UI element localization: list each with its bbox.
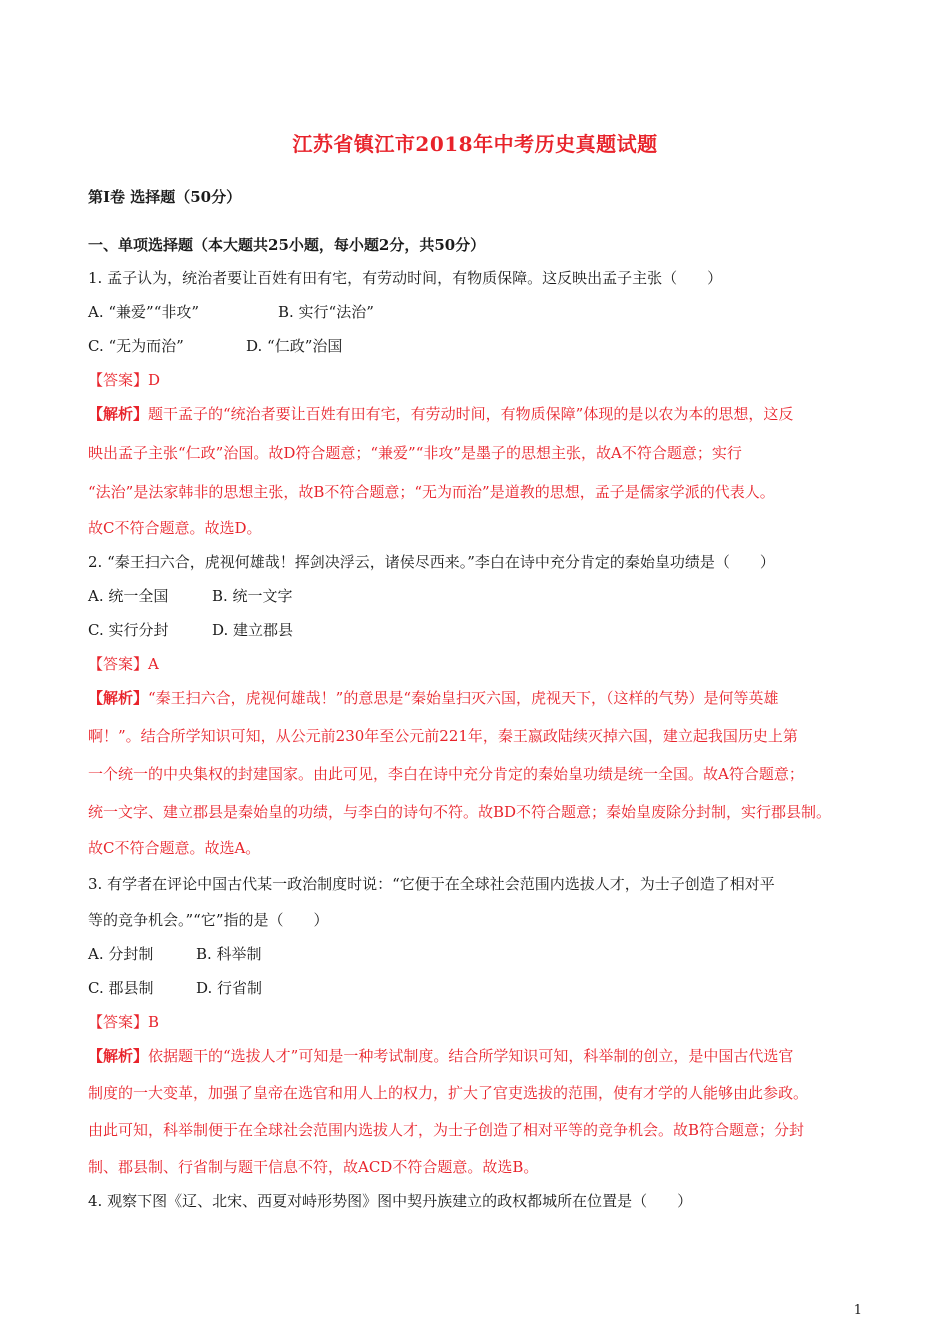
question-1-answer	[88, 370, 160, 390]
question-2-options-row-1	[88, 586, 293, 606]
question-2-stem: 2. “秦王扫六合，虎视何雄哉！挥剑决浮云，诸侯尽西来。”李白在诗中充分肯定的秦始皇功绩是（ ）	[88, 553, 775, 571]
question-1-analysis-line	[88, 404, 793, 424]
analysis-label: 【解析】	[88, 405, 149, 423]
question-2-analysis-line: 一个统一的中央集权的封建国家。由此可见，李白在诗中充分肯定的秦始皇功绩是统一全国。故A符合题意；	[88, 765, 804, 783]
part-heading: 第Ⅰ卷 选择题（50分）	[88, 188, 242, 206]
question-2-options-row-2	[88, 620, 293, 640]
question-1-options-row-2	[88, 336, 342, 356]
question-3-stem: 等的竞争机会。”“它”指的是（ ）	[88, 911, 329, 929]
question-2-answer	[88, 654, 159, 674]
question-3-analysis-line: 由此可知，科举制便于在全球社会范围内选拔人才，为士子创造了相对平等的竞争机会。故B符合题意；分封	[88, 1121, 805, 1139]
question-3-options-row-2	[88, 978, 262, 998]
option-c: C. “无为而治”	[88, 337, 184, 355]
answer-label: 【答案】	[88, 655, 149, 673]
question-3-options-row-1	[88, 944, 262, 964]
option-c: C. 实行分封	[88, 621, 169, 639]
analysis-text: 题干孟子的“统治者要让百姓有田有宅，有劳动时间，有物质保障”体现的是以农为本的思想，这反	[148, 405, 794, 423]
option-d: D. “仁政”治国	[246, 337, 343, 355]
question-2-analysis-line	[88, 688, 779, 708]
question-1-stem: 1. 孟子认为，统治者要让百姓有田有宅，有劳动时间，有物质保障。这反映出孟子主张（ ）	[88, 269, 723, 287]
question-3-analysis-line: 制度的一大变革，加强了皇帝在选官和用人上的权力，扩大了官吏选拔的范围，使有才学的人能够由此参政。	[88, 1084, 809, 1102]
answer-value: D	[148, 371, 161, 389]
answer-label: 【答案】	[88, 1013, 149, 1031]
analysis-text: “秦王扫六合，虎视何雄哉！”的意思是“秦始皇扫灭六国，虎视天下，（这样的气势）是何等英雄	[148, 689, 779, 707]
analysis-label: 【解析】	[88, 689, 149, 707]
option-a: A. “兼爱”“非攻”	[88, 303, 200, 321]
answer-label: 【答案】	[88, 371, 149, 389]
question-1-analysis-line: 故C不符合题意。故选D。	[88, 519, 262, 537]
question-3-stem: 3. 有学者在评论中国古代某一政治制度时说：“它便于在全球社会范围内选拔人才，为士子创造了相对平	[88, 875, 775, 893]
option-a: A. 分封制	[88, 945, 154, 963]
question-1-analysis-line: 映出孟子主张“仁政”治国。故D符合题意；“兼爱”“非攻”是墨子的思想主张，故A不符合题意；实行	[88, 444, 742, 462]
question-3-analysis-line	[88, 1046, 793, 1066]
analysis-text: 依据题干的“选拔人才”可知是一种考试制度。结合所学知识可知，科举制的创立，是中国古代选官	[148, 1047, 794, 1065]
analysis-label: 【解析】	[88, 1047, 149, 1065]
option-d: D. 行省制	[196, 979, 263, 997]
option-b: B. 统一文字	[212, 587, 293, 605]
question-3-analysis-line: 制、郡县制、行省制与题干信息不符，故ACD不符合题意。故选B。	[88, 1158, 539, 1176]
question-2-analysis-line: 啊！”。结合所学知识可知，从公元前230年至公元前221年，秦王嬴政陆续灭掉六国，建立起我国历史上第	[88, 727, 798, 745]
option-d: D. 建立郡县	[212, 621, 294, 639]
answer-value: A	[148, 655, 159, 673]
question-3-answer	[88, 1012, 159, 1032]
option-b: B. 科举制	[196, 945, 262, 963]
option-b: B. 实行“法治”	[278, 303, 374, 321]
page-number: 1	[853, 1303, 862, 1318]
option-a: A. 统一全国	[88, 587, 169, 605]
question-2-analysis-line: 故C不符合题意。故选A。	[88, 839, 261, 857]
question-2-analysis-line: 统一文字、建立郡县是秦始皇的功绩，与李白的诗句不符。故BD不符合题意；秦始皇废除分封制，实行郡县制。	[88, 803, 832, 821]
question-1-options-row-1	[88, 302, 374, 322]
answer-value: B	[148, 1013, 160, 1031]
option-c: C. 郡县制	[88, 979, 154, 997]
question-1-analysis-line: “法治”是法家韩非的思想主张，故B不符合题意；“无为而治”是道教的思想，孟子是儒家学派的代表人。	[88, 483, 775, 501]
document-title: 江苏省镇江市2018年中考历史真题试题	[292, 132, 658, 156]
question-4-stem: 4. 观察下图《辽、北宋、西夏对峙形势图》图中契丹族建立的政权都城所在位置是（ ）	[88, 1192, 693, 1210]
section-heading: 一、单项选择题（本大题共25小题，每小题2分，共50分）	[88, 236, 486, 254]
